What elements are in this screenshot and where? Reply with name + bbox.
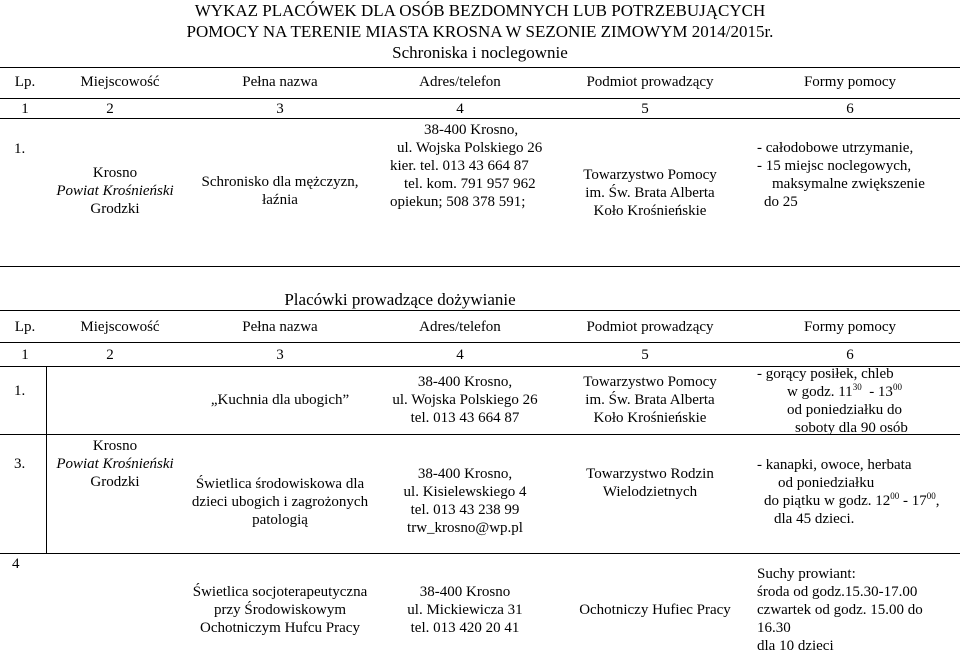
col-number-1: 1 <box>21 101 29 117</box>
header-miejscowosc: Miejscowość <box>80 74 160 90</box>
header-podmiot: Podmiot prowadzący <box>586 74 714 90</box>
shelter-name: Schronisko dla mężczyzn, <box>201 174 359 190</box>
row-powiat: Powiat Krośnieński <box>56 183 174 199</box>
feeding-row4-address-line2: ul. Mickiewicza 31 <box>407 602 523 618</box>
feeding-row3-lp: 3. <box>14 456 26 472</box>
header-formy-2: Formy pomocy <box>803 319 897 335</box>
row-grodzki: Grodzki <box>90 201 140 217</box>
feeding-row4-org: Ochotniczy Hufiec Pracy <box>579 602 731 618</box>
shelter-help-line2: - 15 miejsc noclegowych, <box>757 158 912 174</box>
header-adres: Adres/telefon <box>419 74 501 90</box>
col-number-5-2: 5 <box>641 347 649 363</box>
feeding-row4-lp: 4 <box>12 556 20 572</box>
feeding-row4-help-line5: dla 10 dzieci <box>757 638 834 654</box>
col-number-2-2: 2 <box>106 347 114 363</box>
feeding-row1-help-line1: - gorący posiłek, chleb <box>757 366 894 382</box>
header-lp-2: Lp. <box>14 319 36 335</box>
feeding-row3-help-line2: od poniedziałku <box>778 475 875 491</box>
feeding-row1-name: „Kuchnia dla ubogich” <box>210 392 350 408</box>
feeding-row1-org-line2: im. Św. Brata Alberta <box>585 392 715 408</box>
section-title-shelters: Schroniska i noclegownie <box>392 43 568 62</box>
document-title-line1: WYKAZ PLACÓWEK DLA OSÓB BEZDOMNYCH LUB POTRZEBUJĄCYCH <box>194 1 766 20</box>
header-pelna-nazwa: Pełna nazwa <box>242 74 318 90</box>
feeding-row4-help-line3: czwartek od godz. 15.00 do <box>757 602 923 618</box>
feeding-row1-help-line3: od poniedziałku do <box>787 402 902 418</box>
shelter-address-line2: ul. Wojska Polskiego 26 <box>397 140 543 156</box>
shelter-address-line1: 38-400 Krosno, <box>424 122 519 138</box>
feeding-row3-name-line2: dzieci ubogich i zagrożonych <box>191 494 369 510</box>
col-number-3: 3 <box>276 101 284 117</box>
feeding-row4-address-line3: tel. 013 420 20 41 <box>410 620 520 636</box>
shelter-org-line2: im. Św. Brata Alberta <box>585 185 715 201</box>
feeding-row4-name-line3: Ochotniczym Hufcu Pracy <box>200 620 360 636</box>
shelter-help-line1: - całodobowe utrzymanie, <box>757 140 914 156</box>
header-pelna-nazwa-2: Pełna nazwa <box>242 319 318 335</box>
shelter-help-line3: maksymalne zwiększenie <box>772 176 925 192</box>
feeding-row4-name-line2: przy Środowiskowym <box>213 602 347 618</box>
feeding-row1-help-line4: soboty dla 90 osób <box>795 420 908 436</box>
feeding-row3-address-line2: ul. Kisielewskiego 4 <box>403 484 527 500</box>
col-number-3-2: 3 <box>276 347 284 363</box>
feeding-row1-org-line1: Towarzystwo Pomocy <box>583 374 717 390</box>
feeding-row1-lp: 1. <box>14 383 26 399</box>
col-number-6-2: 6 <box>846 347 854 363</box>
feeding-grodzki: Grodzki <box>90 474 140 490</box>
feeding-row4-address-line1: 38-400 Krosno <box>419 584 511 600</box>
col-number-6: 6 <box>846 101 854 117</box>
col-number-4: 4 <box>456 101 464 117</box>
feeding-row3-name-line3: patologią <box>252 512 308 528</box>
feeding-row3-address-line1: 38-400 Krosno, <box>417 466 513 482</box>
header-adres-2: Adres/telefon <box>419 319 501 335</box>
shelter-name-line2: łaźnia <box>262 192 298 208</box>
feeding-row1-address-line2: ul. Wojska Polskiego 26 <box>392 392 538 408</box>
header-lp: Lp. <box>14 74 36 90</box>
shelter-address-line3: kier. tel. 013 43 664 87 <box>390 158 529 174</box>
feeding-city: Krosno <box>92 438 138 454</box>
shelter-address-line4: tel. kom. 791 957 962 <box>404 176 536 192</box>
col-number-4-2: 4 <box>456 347 464 363</box>
feeding-row3-name-line1: Świetlica środowiskowa dla <box>195 476 365 492</box>
feeding-row4-help-line1: Suchy prowiant: <box>757 566 856 582</box>
feeding-row3-org-line1: Towarzystwo Rodzin <box>586 466 714 482</box>
feeding-row4-help-line4: 16.30 <box>757 620 791 636</box>
feeding-row1-help-line2: w godz. $11^{30} - 13^{00}$ <box>787 382 902 400</box>
col-number-2: 2 <box>106 101 114 117</box>
col-number-5: 5 <box>641 101 649 117</box>
feeding-row1-address-line1: 38-400 Krosno, <box>417 374 513 390</box>
row-lp: 1. <box>14 141 26 157</box>
feeding-row3-org-line2: Wielodzietnych <box>602 484 698 500</box>
header-miejscowosc-2: Miejscowość <box>80 319 160 335</box>
feeding-row3-help-line1: - kanapki, owoce, herbata <box>757 457 912 473</box>
header-formy: Formy pomocy <box>803 74 897 90</box>
feeding-row3-help-line3: do piątku w godz. $12^{00} - 17^{00}$, <box>764 491 940 509</box>
feeding-row3-help-line4: dla 45 dzieci. <box>774 511 855 527</box>
shelter-address-line5: opiekun; 508 378 591; <box>390 194 526 210</box>
shelter-org-line3: Koło Krośnieńskie <box>593 203 707 219</box>
shelter-org-line1: Towarzystwo Pomocy <box>583 167 717 183</box>
row-city: Krosno <box>92 165 138 181</box>
section-title-feeding: Placówki prowadzące dożywianie <box>284 290 516 309</box>
feeding-powiat: Powiat Krośnieński <box>56 456 174 472</box>
col-number-1-2: 1 <box>21 347 29 363</box>
header-podmiot-2: Podmiot prowadzący <box>586 319 714 335</box>
feeding-row1-address-line3: tel. 013 43 664 87 <box>410 410 520 426</box>
feeding-row4-name-line1: Świetlica socjoterapeutyczna <box>192 584 368 600</box>
shelter-help-line4: do 25 <box>764 194 798 210</box>
feeding-row4-help-line2: środa od godz.15.30-17.00 <box>757 584 918 600</box>
feeding-row3-address-line4: trw_krosno@wp.pl <box>407 520 523 536</box>
document-title-line2: POMOCY NA TERENIE MIASTA KROSNA W SEZONIE ZIMOWYM 2014/2015r. <box>186 22 774 41</box>
feeding-row1-org-line3: Koło Krośnieńskie <box>593 410 707 426</box>
feeding-row3-address-line3: tel. 013 43 238 99 <box>410 502 520 518</box>
